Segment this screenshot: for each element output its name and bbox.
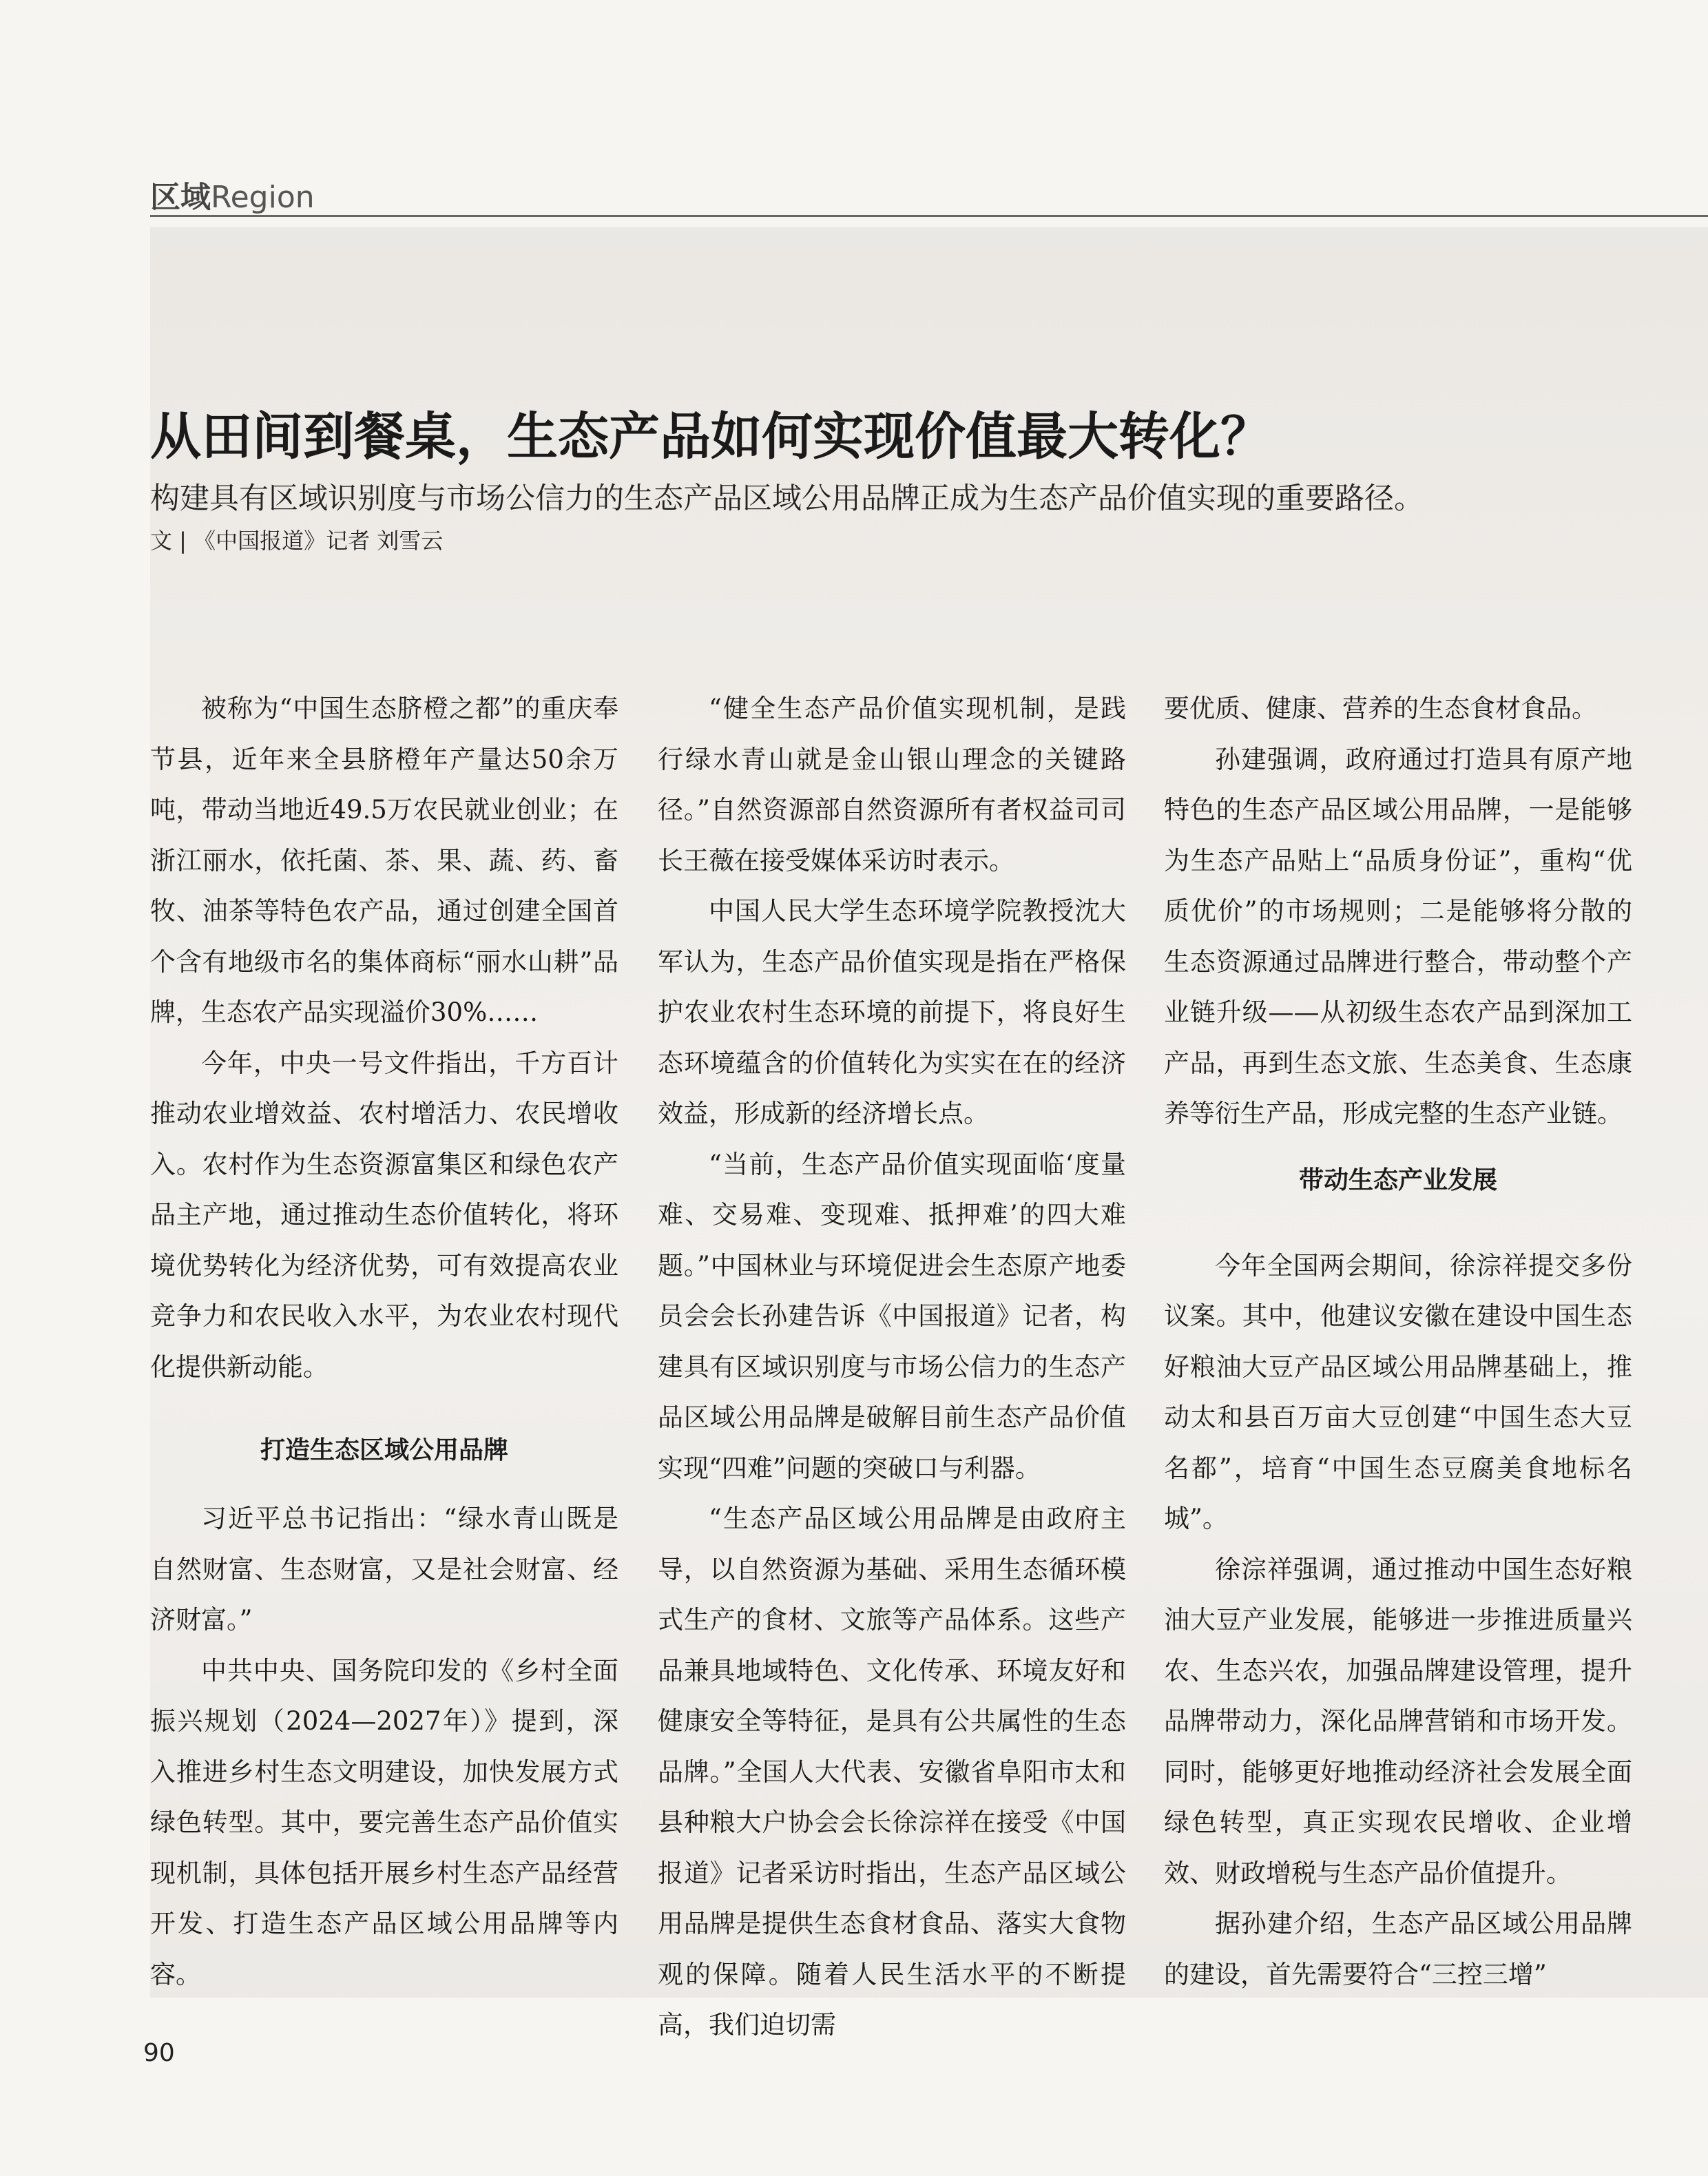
paragraph: 被称为“中国生态脐橙之都”的重庆奉节县，近年来全县脐橙年产量达50余万吨，带动当地近49.5万农民就业创业；在浙江丽水，依托菌、茶、果、蔬、药、畜牧、油茶等特色农产品，通过创建全国首个含有地级市名的集体商标“丽水山耕”品牌，生态农产品实现溢价30%……	[150, 694, 618, 1027]
article-subtitle: 构建具有区域识别度与市场公信力的生态产品区域公用品牌正成为生态产品价值实现的重要路径。	[150, 481, 1424, 516]
paragraph: 据孙建介绍，生态产品区域公用品牌的建设，首先需要符合“三控三增”	[1164, 1909, 1632, 1989]
paragraph: 今年全国两会期间，徐淙祥提交多份议案。其中，他建议安徽在建设中国生态好粮油大豆产品区域公用品牌基础上，推动太和县百万亩大豆创建“中国生态大豆名都”，培育“中国生态豆腐美食地标名城”。	[1164, 1250, 1632, 1533]
paragraph: “健全生态产品价值实现机制，是践行绿水青山就是金山银山理念的关键路径。”自然资源部自然资源所有者权益司司长王薇在接受媒体采访时表示。	[658, 694, 1126, 875]
article-title: 从田间到餐桌，生态产品如何实现价值最大转化？	[150, 407, 1271, 466]
section-divider	[150, 215, 1708, 217]
byline: 文 | 《中国报道》记者 刘雪云	[150, 528, 444, 554]
paragraph: 习近平总书记指出：“绿水青山既是自然财富、生态财富，又是社会财富、经济财富。”	[150, 1504, 618, 1635]
paragraph: “当前，生态产品价值实现面临‘度量难、交易难、变现难、抵押难’的四大难题。”中国林业与环境促进会生态原产地委员会会长孙建告诉《中国报道》记者，构建具有区域识别度与市场公信力的生态产品区域公用品牌是破解目前生态产品价值实现“四难”问题的突破口与利器。	[658, 1149, 1126, 1483]
section-label-cn: 区域	[150, 180, 211, 215]
paragraph: 今年，中央一号文件指出，千方百计推动农业增效益、农村增活力、农民增收入。农村作为生态资源富集区和绿色农产品主产地，通过推动生态价值转化，将环境优势转化为经济优势，可有效提高农业竞争力和农民收入水平，为农业农村现代化提供新动能。	[150, 1048, 618, 1382]
paragraph: 孙建强调，政府通过打造具有原产地特色的生态产品区域公用品牌，一是能够为生态产品贴上“品质身份证”，重构“优质优价”的市场规则；二是能够将分散的生态资源通过品牌进行整合，带动整个产业链升级——从初级生态农产品到深加工产品，再到生态文旅、生态美食、生态康养等衍生产品，形成完整的生态产业链。	[1164, 744, 1632, 1128]
section-heading: 打造生态区域公用品牌	[260, 1436, 508, 1464]
section-label-en: Region	[211, 180, 315, 215]
column-3	[1164, 683, 1632, 2000]
paragraph: 中共中央、国务院印发的《乡村全面振兴规划（2024—2027年）》提到，深入推进乡村生态文明建设，加快发展方式绿色转型。其中，要完善生态产品价值实现机制，具体包括开展乡村生态产品经营开发、打造生态产品区域公用品牌等内容。	[150, 1655, 618, 1989]
paragraph: 中国人民大学生态环境学院教授沈大军认为，生态产品价值实现是指在严格保护农业农村生态环境的前提下，将良好生态环境蕴含的价值转化为实实在在的经济效益，形成新的经济增长点。	[658, 896, 1126, 1128]
page-number: 90	[143, 2039, 175, 2067]
section-heading: 带动生态产业发展	[1298, 1165, 1497, 1194]
column-1	[150, 683, 618, 2000]
column-2	[658, 683, 1126, 2051]
paragraph: “生态产品区域公用品牌是由政府主导，以自然资源为基础、采用生态循环模式生产的食材、文旅等产品体系。这些产品兼具地域特色、文化传承、环境友好和健康安全等特征，是具有公共属性的生态品牌。”全国人大代表、安徽省阜阳市太和县种粮大户协会会长徐淙祥在接受《中国报道》记者采访时指出，生态产品区域公用品牌是提供生态食材食品、落实大食物观的保障。随着人民生活水平的不断提高，我们迫切需	[658, 1504, 1126, 2040]
section-header	[150, 172, 315, 216]
paragraph: 徐淙祥强调，通过推动中国生态好粮油大豆产业发展，能够进一步推进质量兴农、生态兴农，加强品牌建设管理，提升品牌带动力，深化品牌营销和市场开发。同时，能够更好地推动经济社会发展全面绿色转型，真正实现农民增收、企业增效、财政增税与生态产品价值提升。	[1164, 1554, 1632, 1888]
paragraph: 要优质、健康、营养的生态食材食品。	[1164, 694, 1597, 723]
